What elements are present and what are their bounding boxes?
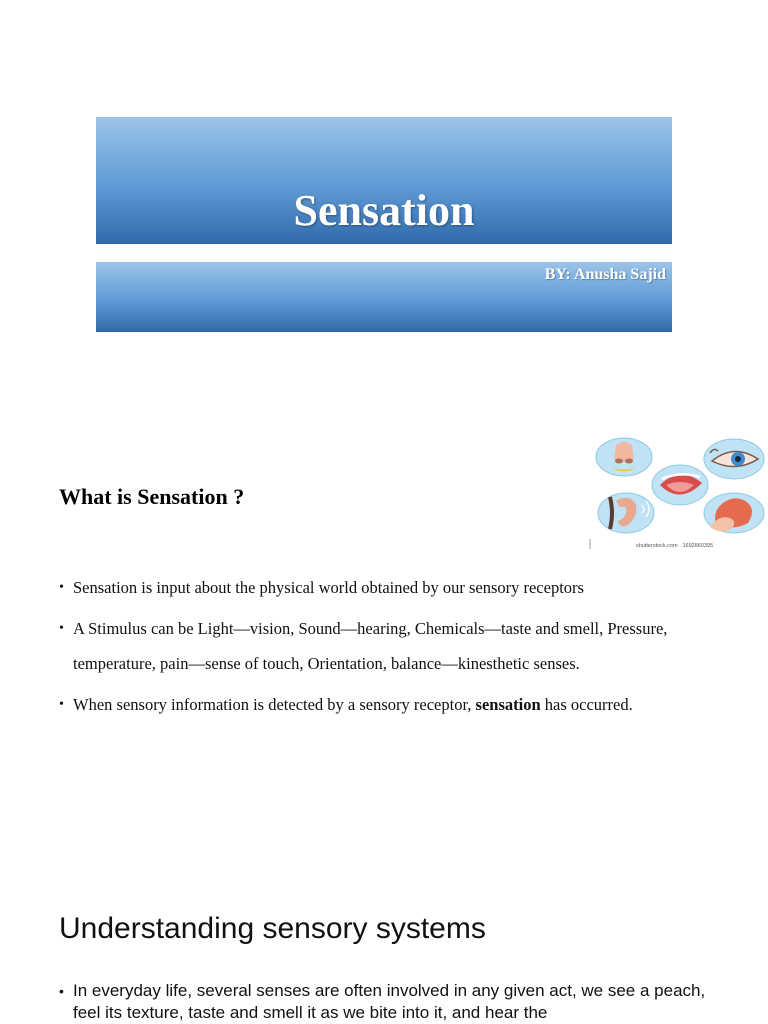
slide-title: Sensation — [293, 186, 475, 235]
bullet-item: • Sensation is input about the physical world obtained by our sensory receptors — [59, 570, 699, 605]
bold-term: sensation — [475, 695, 541, 714]
tongue-icon — [652, 465, 708, 505]
author-credit: BY: Anusha Sajid — [544, 266, 666, 283]
bullet-text: When sensory information is detected by a sensory receptor, — [73, 695, 476, 714]
title-slide — [0, 0, 768, 380]
what-is-sensation-slide — [0, 380, 768, 840]
slide-heading: What is Sensation ? — [59, 484, 245, 509]
title-banner — [96, 117, 672, 244]
bullet-list — [59, 570, 699, 728]
stock-watermark: shutterstock.com · 1692860395 — [636, 543, 714, 549]
hand-icon — [704, 493, 764, 533]
ear-icon — [598, 493, 654, 533]
eye-icon — [704, 439, 764, 479]
bullet-item: • A Stimulus can be Light—vision, Sound—hearing, Chemicals—taste and smell, Pressure, temperature, pain—sense of touch, Orientation, balance—kinesthetic senses. — [59, 611, 699, 681]
bullet-list — [59, 980, 709, 1024]
sensory-systems-slide — [0, 840, 768, 1024]
bullet-item — [59, 687, 699, 722]
slide-heading: Understanding sensory systems — [59, 912, 486, 945]
bullet-text: has occurred. — [540, 695, 633, 714]
five-senses-illustration — [588, 435, 766, 553]
subtitle-banner — [96, 262, 672, 332]
nose-icon — [596, 438, 652, 476]
bullet-item: • In everyday life, several senses are often involved in any given act, we see a peach, feel its texture, taste and smell it as we bite into it, and hear the — [59, 980, 709, 1024]
